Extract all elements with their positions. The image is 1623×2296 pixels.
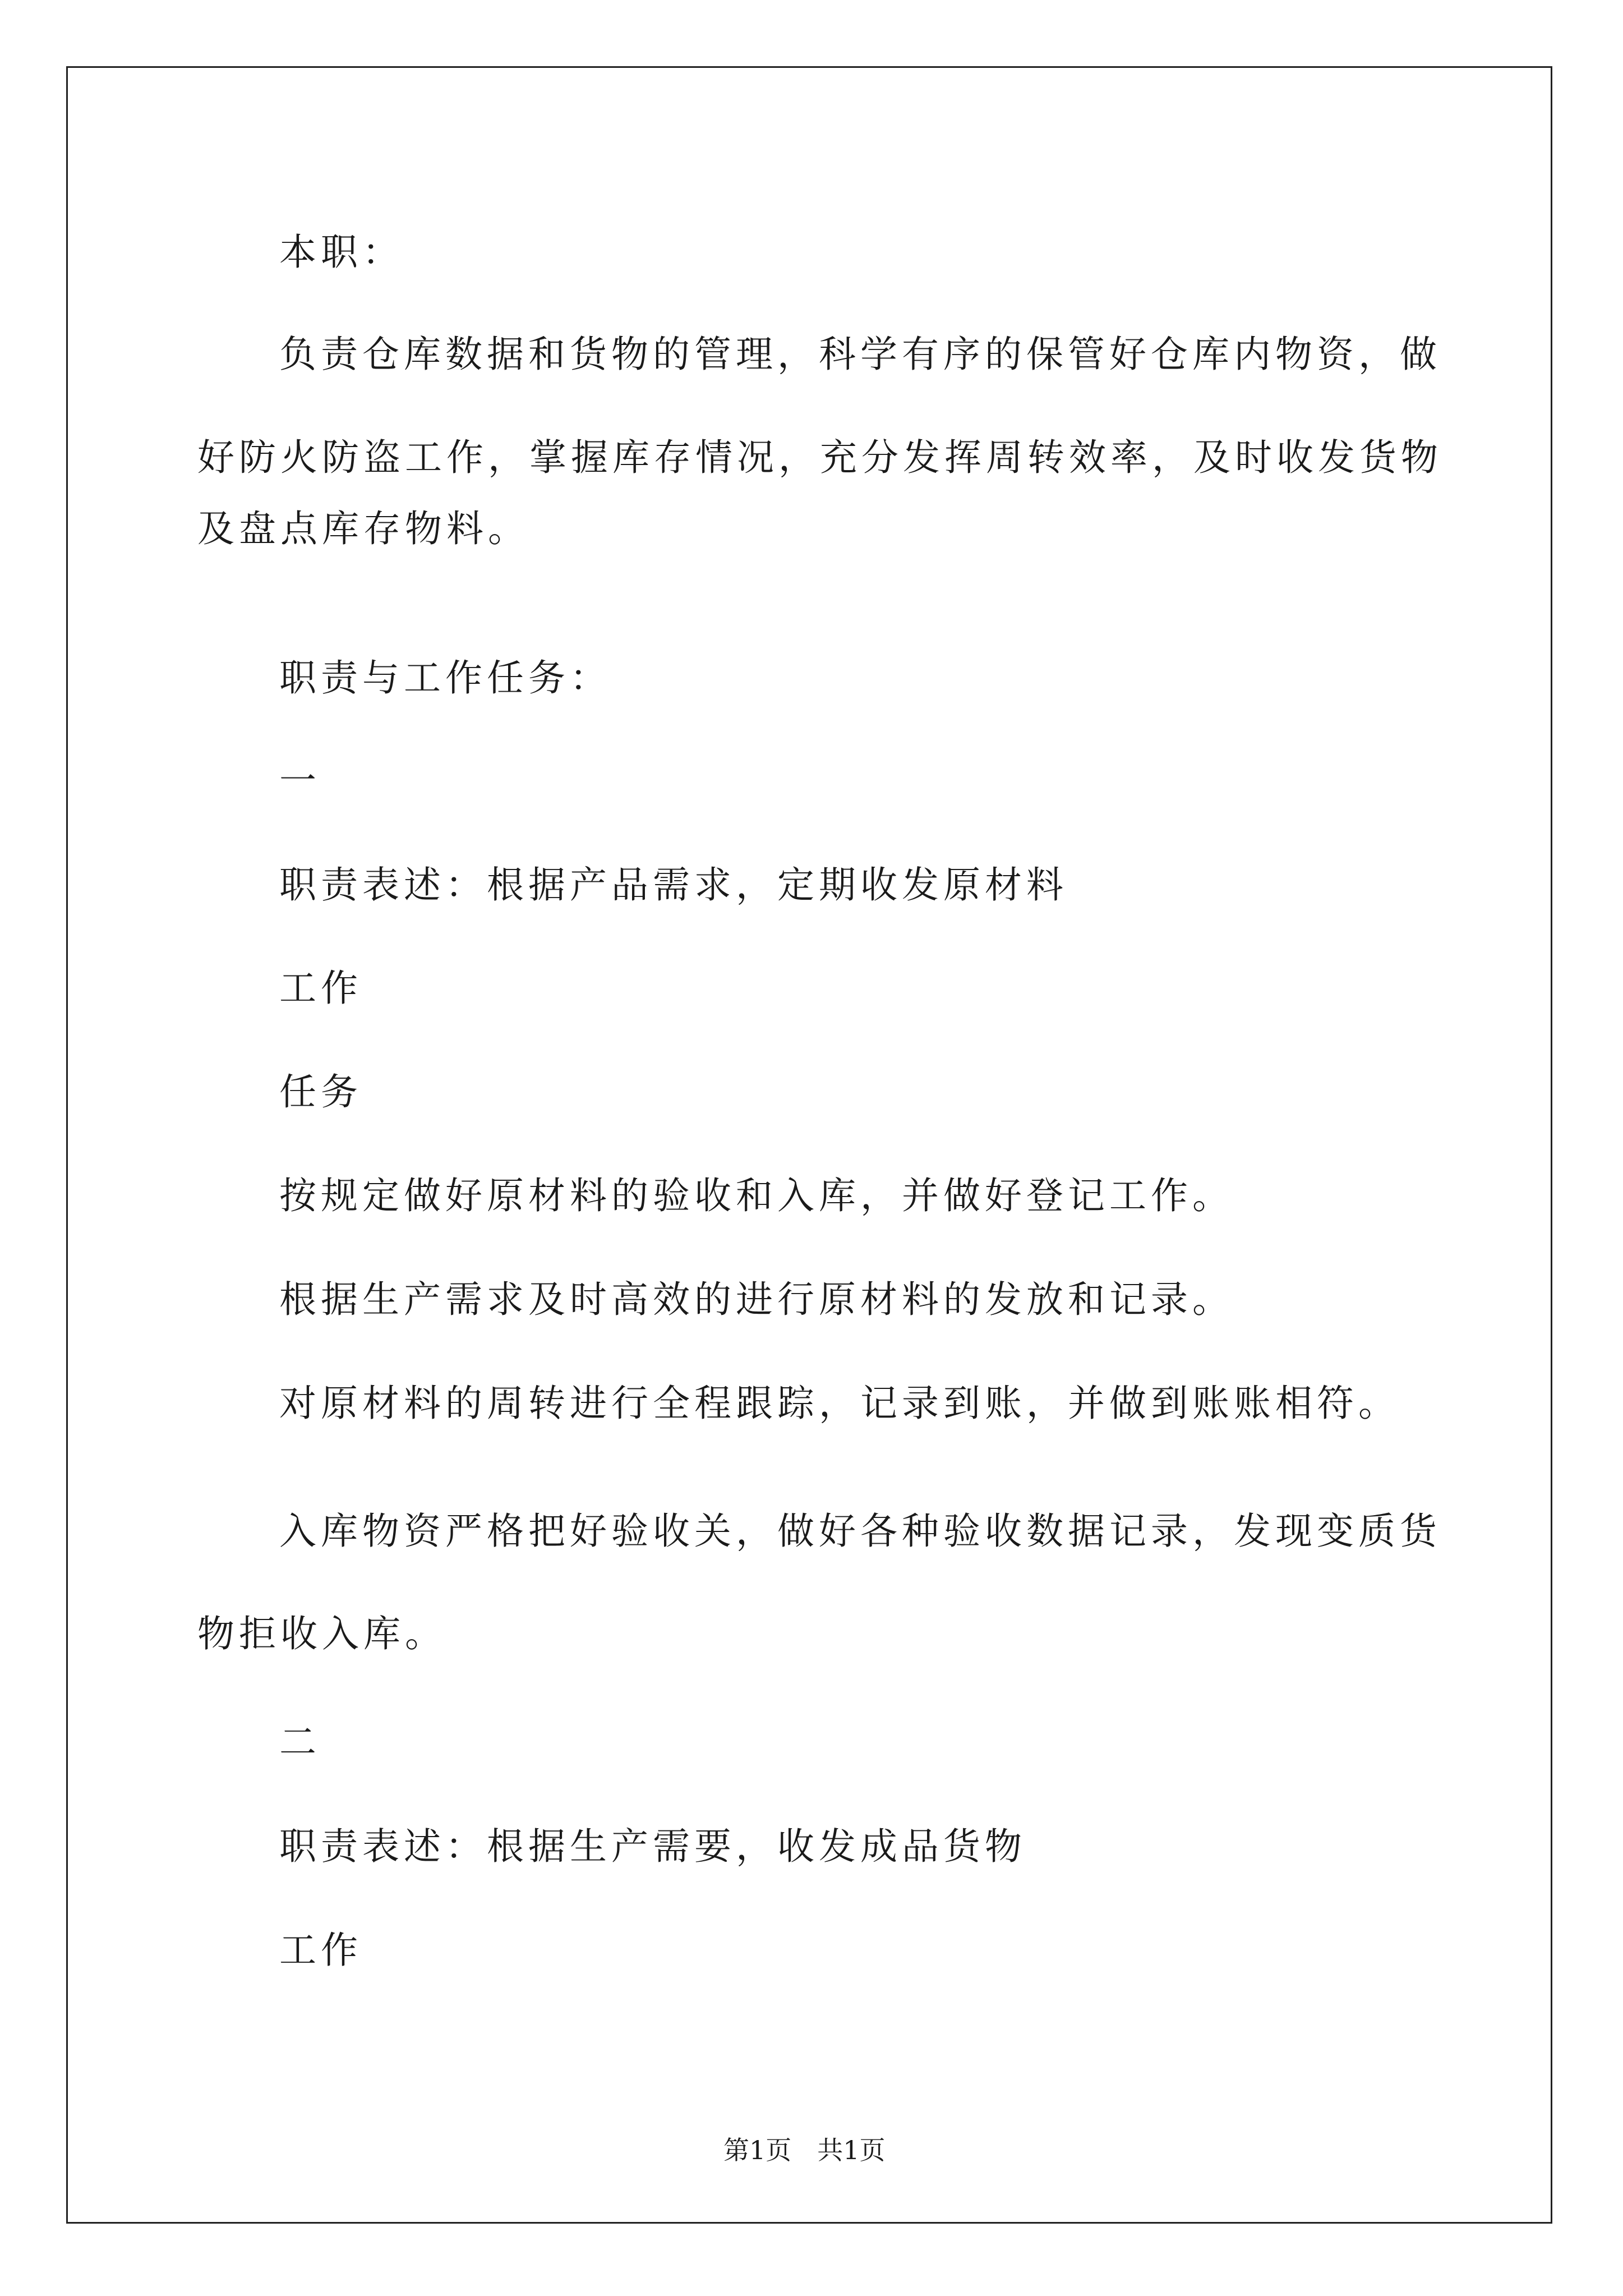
line-duties-heading: 职责与工作任务： bbox=[279, 656, 611, 700]
line-task-4a: 入库物资严格把好验收关，做好各种验收数据记录，发现变质货 bbox=[279, 1510, 1441, 1553]
line-number-one: 一 bbox=[279, 759, 321, 802]
line-task-4b: 物拒收入库。 bbox=[197, 1612, 446, 1655]
line-task-3: 对原材料的周转进行全程跟踪，记录到账，并做到账账相符。 bbox=[279, 1382, 1400, 1425]
line-number-two: 二 bbox=[279, 1720, 321, 1764]
line-paragraph-1c: 及盘点库存物料。 bbox=[197, 507, 529, 550]
line-paragraph-1b: 好防火防盗工作，掌握库存情况，充分发挥周转效率，及时收发货物 bbox=[197, 436, 1442, 479]
line-work-2: 工作 bbox=[279, 1929, 362, 1972]
line-work: 工作 bbox=[279, 967, 362, 1010]
line-section-heading: 本职： bbox=[279, 231, 404, 274]
line-paragraph-1a: 负责仓库数据和货物的管理，科学有序的保管好仓库内物资，做 bbox=[279, 333, 1441, 376]
line-task: 任务 bbox=[279, 1070, 362, 1114]
line-duty-2-desc: 职责表述：根据生产需要，收发成品货物 bbox=[279, 1825, 1026, 1868]
line-duty-1-desc: 职责表述：根据产品需求，定期收发原材料 bbox=[279, 863, 1068, 907]
line-task-2: 根据生产需求及时高效的进行原材料的发放和记录。 bbox=[279, 1278, 1234, 1321]
page-number-footer: 第1页 共1页 bbox=[723, 2135, 886, 2165]
page-border bbox=[66, 66, 1552, 2224]
line-task-1: 按规定做好原材料的验收和入库，并做好登记工作。 bbox=[279, 1174, 1234, 1217]
